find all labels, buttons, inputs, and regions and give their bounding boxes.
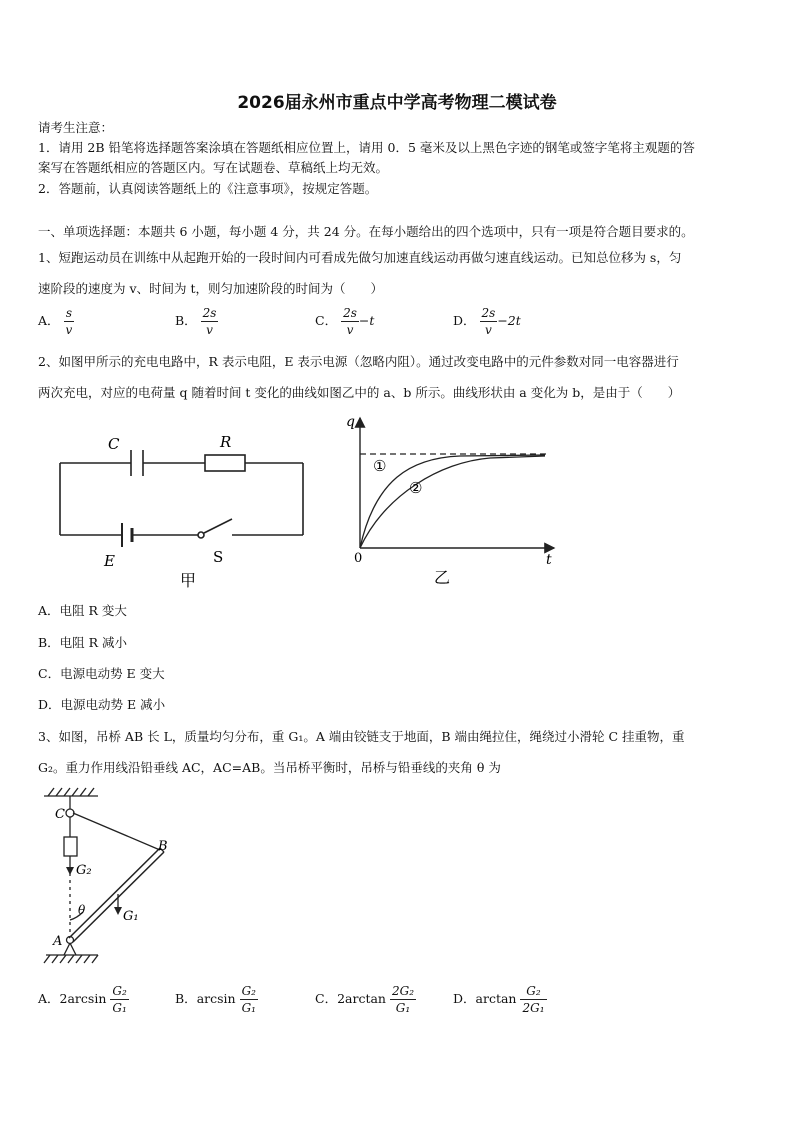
option-fraction: $\frac{\text{G₂}}{\text{2G₁}}$ [522, 984, 545, 1015]
exam-title: 2026届永州市重点中学高考物理二模试卷 [237, 93, 557, 113]
label-b-point: B [158, 839, 168, 854]
x-axis-label: t [546, 552, 552, 568]
option-suffix: −t [358, 313, 375, 328]
option-fraction: $\frac{2s}{v}$ [481, 306, 496, 337]
option-function: 2arcsin [59, 991, 107, 1006]
question-2-option-b[interactable]: B．电阻 R 减小 [38, 635, 128, 650]
origin-label: 0 [354, 551, 363, 566]
curve-1-label: ① [373, 457, 387, 475]
label-theta: θ [78, 903, 86, 917]
y-axis-label: q [346, 414, 355, 430]
option-fraction: $\frac{2s}{v}$ [343, 306, 357, 337]
question-3-line-2: G₂。重力作用线沿铅垂线 AC，AC=AB。当吊桥平衡时，吊桥与铅垂线的夹角 θ 为 [38, 760, 501, 775]
option-label: B． [175, 991, 197, 1006]
question-3-line-1: 3、如图，吊桥 AB 长 L，质量均匀分布，重 G₁。A 端由铰链支于地面，B 端由绳拉住，绳绕过小滑轮 C 挂重物，重 [38, 729, 685, 744]
option-fraction: $\frac{\text{G₂}}{\text{G₁}}$ [112, 984, 127, 1015]
question-2-line-1: 2、如图甲所示的充电电路中，R 表示电阻，E 表示电源（忽略内阻）。通过改变电路中的元件参数对同一电容器进行 [38, 354, 679, 369]
option-fraction: $\frac{\text{2G₂}}{\text{G₁}}$ [391, 984, 415, 1015]
option-suffix: −2t [497, 313, 521, 328]
label-s: S [213, 548, 224, 566]
label-c-point: C [55, 807, 65, 822]
option-label: D． [453, 313, 476, 328]
question-1-option-d[interactable] [453, 306, 521, 337]
question-3-option-a[interactable] [38, 984, 129, 1015]
figure-caption-yi: 乙 [434, 568, 451, 587]
g1-arrow [114, 907, 122, 915]
notice-item-1-line-1: 1．请用 2B 铅笔将选择题答案涂填在答题纸相应位置上，请用 0．5 毫米及以上黑色字迹的钢笔或签字笔将主观题的答 [38, 140, 695, 155]
question-3-option-b[interactable] [175, 984, 258, 1015]
figure-caption-jia: 甲 [180, 571, 197, 590]
question-1-line-1: 1、短跑运动员在训练中从起跑开始的一段时间内可看成先做匀加速直线运动再做匀速直线运动。已知总位移为 s，匀 [38, 250, 682, 265]
question-2-line-2: 两次充电，对应的电荷量 q 随着时间 t 变化的曲线如图乙中的 a、b 所示。曲线形状由 a 变化为 b，是由于（ ） [38, 385, 681, 400]
label-r: R [220, 433, 232, 451]
question-2-option-d[interactable]: D．电源电动势 E 减小 [38, 697, 166, 712]
label-g1: G₁ [123, 909, 139, 924]
question-2-option-c[interactable]: C．电源电动势 E 变大 [38, 666, 165, 681]
option-label: A． [38, 991, 60, 1006]
option-label: C． [315, 991, 338, 1006]
option-fraction: $\frac{\text{G₂}}{\text{G₁}}$ [241, 984, 256, 1015]
curve-2 [360, 456, 545, 548]
question-3-option-d[interactable] [453, 984, 547, 1015]
question-1-option-a[interactable] [38, 306, 74, 337]
circuit-diagram [40, 425, 330, 590]
section-1-heading: 一、单项选择题：本题共 6 小题，每小题 4 分，共 24 分。在每小题给出的四个选项中，只有一项是符合题目要求的。 [38, 224, 694, 239]
option-function: 2arctan [337, 991, 386, 1006]
pulley-c [66, 809, 74, 817]
option-function: arcsin [196, 991, 236, 1006]
option-fraction: $\frac{2s}{v}$ [202, 306, 217, 337]
drawbridge-figure [40, 782, 190, 972]
notice-item-1-line-2: 案写在答题纸相应的答题区内。写在试题卷、草稿纸上均无效。 [38, 160, 389, 175]
curve-1 [360, 455, 545, 548]
notice-item-2: 2．答题前，认真阅读答题纸上的《注意事项》，按规定答题。 [38, 181, 378, 196]
question-1-option-b[interactable] [175, 306, 218, 337]
notice-heading: 请考生注意： [38, 120, 114, 135]
label-g2: G₂ [76, 863, 92, 878]
label-a-point: A [53, 934, 63, 949]
question-3-option-c[interactable] [315, 984, 416, 1015]
option-function: arctan [475, 991, 517, 1006]
question-1-line-2: 速阶段的速度为 v、时间为 t，则匀加速阶段的时间为（ ） [38, 281, 384, 296]
g2-arrow [66, 867, 74, 875]
option-label: C． [315, 313, 338, 328]
charge-curve-graph [340, 410, 570, 590]
resistor-r [205, 455, 245, 471]
question-1-option-c[interactable] [315, 306, 374, 337]
option-label: A． [38, 313, 60, 328]
label-c: C [108, 435, 120, 453]
label-e: E [104, 552, 115, 570]
hanging-weight [64, 837, 77, 856]
curve-2-label: ② [409, 479, 423, 497]
option-fraction: $\frac{s}{v}$ [65, 306, 73, 337]
question-2-option-a[interactable]: A．电阻 R 变大 [38, 603, 127, 618]
option-label: B． [175, 313, 197, 328]
option-label: D． [453, 991, 476, 1006]
